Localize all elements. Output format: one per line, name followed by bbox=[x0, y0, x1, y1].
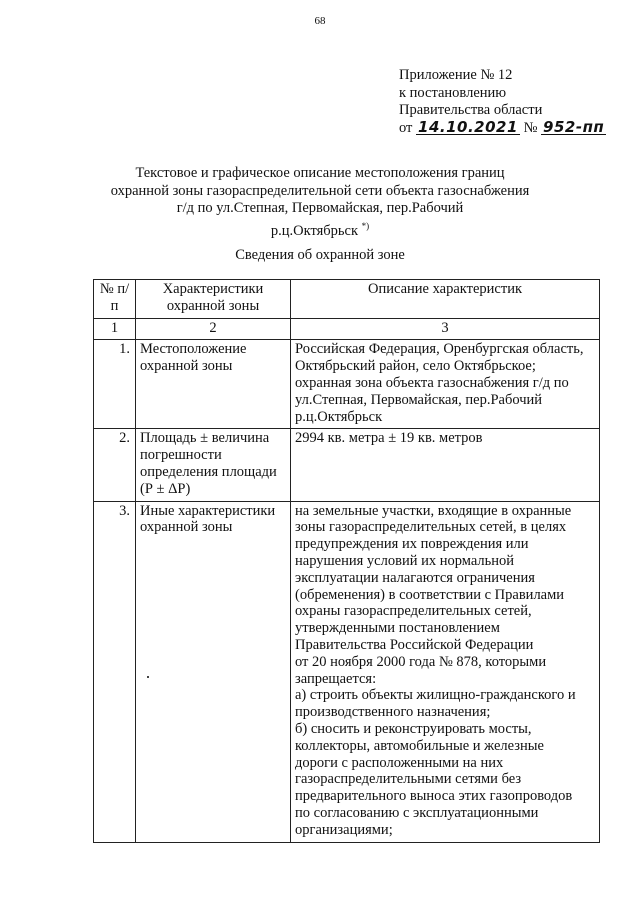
appendix-date-line bbox=[399, 117, 606, 138]
appendix-block bbox=[399, 67, 606, 137]
header-description: Описание характеристик bbox=[291, 280, 600, 319]
zone-info-table bbox=[93, 279, 600, 843]
description-line: по согласованию с эксплуатационными bbox=[295, 804, 539, 821]
description-line: запрещается: bbox=[295, 670, 377, 687]
table-row bbox=[94, 340, 600, 429]
description-line: Правительства Российской Федерации bbox=[295, 636, 534, 653]
title-line-2: охранной зоны газораспределительной сети объекта газоснабжения bbox=[110, 182, 530, 199]
row-number: 2. bbox=[94, 429, 136, 501]
description-line: дороги с расположенными на них bbox=[295, 754, 504, 771]
description-line: зоны газораспределительных сетей, в целях bbox=[295, 519, 567, 536]
description-line: от 20 ноября 2000 года № 878, которыми bbox=[295, 653, 547, 670]
description-line: эксплуатации налагаются ограничения bbox=[295, 569, 535, 586]
row-characteristic: Местоположение охранной зоны bbox=[136, 340, 291, 429]
row-number: 1. bbox=[94, 340, 136, 429]
title-locality: р.ц.Октябрьск bbox=[270, 222, 358, 239]
handwritten-date: 14.10.2021 bbox=[418, 117, 518, 136]
description-line: нарушения условий их нормальной bbox=[295, 552, 515, 569]
row-description bbox=[291, 501, 600, 842]
index-cell: 3 bbox=[291, 318, 600, 340]
appendix-line-1: Приложение № 12 bbox=[399, 67, 513, 83]
header-num: № п/п bbox=[94, 280, 136, 319]
description-line: охраны газораспределительных сетей, bbox=[295, 603, 532, 620]
number-prefix: № bbox=[523, 119, 538, 136]
title-line-1: Текстовое и графическое описание местоположения границ bbox=[135, 165, 505, 181]
row-description: 2994 кв. метра ± 19 кв. метров bbox=[291, 429, 600, 501]
description-line: коллекторы, автомобильные и железные bbox=[295, 737, 544, 754]
document-title bbox=[0, 165, 640, 240]
table-header-row bbox=[94, 280, 600, 319]
row-characteristic: Иные характеристики охранной зоны bbox=[136, 501, 291, 842]
row-number: 3. bbox=[94, 501, 136, 842]
row-description: Российская Федерация, Оренбургская область, Октябрьский район, село Октябрьское; охранная зона объекта газоснабжения г/д по ул.Степная, Первомайская, пер.Рабочий р.ц.Октябрьск bbox=[291, 340, 600, 429]
description-line: организациями; bbox=[295, 821, 393, 838]
date-prefix: от bbox=[399, 119, 413, 136]
description-line: газораспределительными сетями без bbox=[295, 771, 522, 788]
footnote-mark: *) bbox=[361, 220, 370, 231]
section-subtitle: Сведения об охранной зоне bbox=[235, 247, 405, 263]
header-characteristics: Характеристики охранной зоны bbox=[136, 280, 291, 319]
page-number: 68 bbox=[314, 15, 326, 27]
title-line-3: г/д по ул.Степная, Первомайская, пер.Рабочий bbox=[176, 200, 464, 216]
description-line: утвержденными постановлением bbox=[295, 620, 500, 637]
scan-speck bbox=[147, 676, 149, 678]
table-row bbox=[94, 501, 600, 842]
title-line-4 bbox=[0, 218, 640, 240]
description-line: производственного назначения; bbox=[295, 704, 491, 721]
description-line: (обременения) в соответствии с Правилами bbox=[295, 586, 565, 603]
description-line: предварительного выноса этих газопроводов bbox=[295, 788, 573, 805]
description-line: на земельные участки, входящие в охранные bbox=[295, 502, 572, 519]
description-line: предупреждения их повреждения или bbox=[295, 536, 529, 553]
appendix-line-3: Правительства области bbox=[399, 102, 543, 118]
row-characteristic: Площадь ± величина погрешности определения площади (Р ± ΔР) bbox=[136, 429, 291, 501]
description-line: б) сносить и реконструировать мосты, bbox=[295, 720, 532, 737]
index-cell: 2 bbox=[136, 318, 291, 340]
appendix-line-2: к постановлению bbox=[399, 84, 507, 101]
table-index-row bbox=[94, 318, 600, 340]
table-row bbox=[94, 429, 600, 501]
description-line: а) строить объекты жилищно-гражданского и bbox=[295, 687, 576, 704]
handwritten-number: 952-пп bbox=[543, 117, 605, 136]
index-cell: 1 bbox=[94, 318, 136, 340]
